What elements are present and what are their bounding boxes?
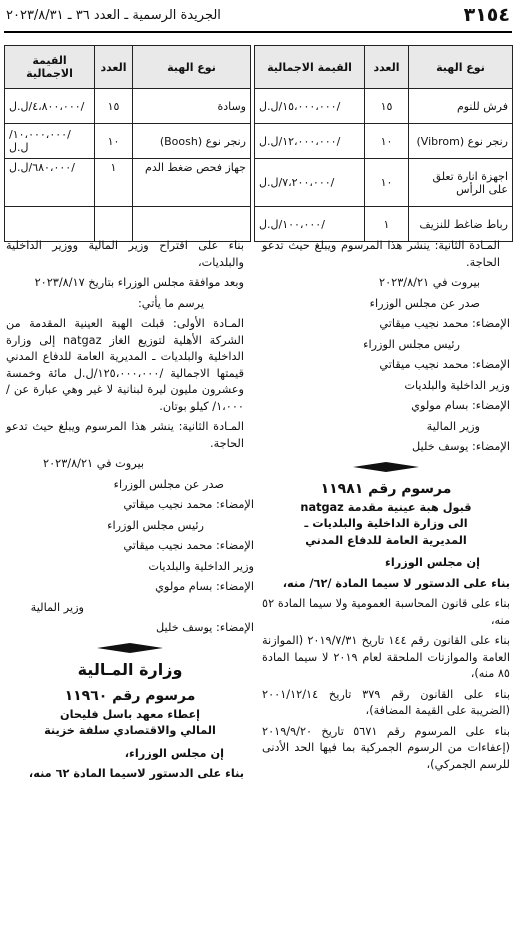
signature: الإمضاء: بسام مولوي bbox=[155, 580, 254, 593]
official-title: رئيس مجلس الوزراء bbox=[107, 518, 204, 532]
section-divider bbox=[353, 462, 419, 472]
gift-type: اجهزة انارة تعلق على الرأس bbox=[409, 159, 513, 207]
gift-type: جهاز فحص ضغط الدم bbox=[133, 159, 251, 207]
table-row bbox=[5, 124, 513, 159]
signature: الإمضاء: محمد نجيب ميقاتي bbox=[123, 498, 254, 511]
decree-subtitle: المالي والاقتصادي سلفة خزينة bbox=[44, 724, 216, 737]
gift-count: ١٠ bbox=[95, 124, 133, 159]
gift-count bbox=[95, 207, 133, 242]
official-title: وزير المالية bbox=[30, 600, 84, 614]
signature: الإمضاء: محمد نجيب ميقاتي bbox=[379, 317, 510, 330]
gift-value bbox=[5, 207, 95, 242]
table-row bbox=[5, 89, 513, 124]
signature: الإمضاء: محمد نجيب ميقاتي bbox=[379, 358, 510, 371]
gift-type bbox=[133, 207, 251, 242]
basis-clause: بناء على اقتراح وزير المالية ووزير الداخلية والبلديات، bbox=[6, 239, 244, 269]
gift-value: /١٠٠،٠٠٠/ل.ل bbox=[255, 207, 365, 242]
gift-type: رنجر نوع (Vibrom) bbox=[409, 124, 513, 159]
signature: الإمضاء: يوسف خليل bbox=[412, 440, 510, 453]
official-title: وزير الداخلية والبلديات bbox=[148, 559, 254, 573]
header-rule bbox=[4, 31, 512, 33]
header-count: العدد bbox=[95, 46, 133, 89]
page-number: ٣١٥٤ bbox=[463, 4, 510, 26]
article-one: المـادة الأولى: قبلت الهبة العينية المقدمة من الشركة الأهلية لتوزيع الغاز natgaz إلى وزارة الداخلية والبلديات ـ المديرية العامة للدفاع المدني قيمتها الاجمالية /١٢٥،٠٠٠،٠٠٠/ل.ل مائة وخمسة وعشرون مليون ليرة لبنانية لا غير وهي عبارة عن /١،٠٠٠/ كيلو بوتان. bbox=[6, 317, 244, 413]
header-count: العدد bbox=[365, 46, 409, 89]
decrees-line: يرسم ما يأتي: bbox=[138, 296, 204, 310]
gift-count: ١٥ bbox=[365, 89, 409, 124]
gazette-title: الجريدة الرسمية ـ العدد ٣٦ ـ ٢٠٢٣/٨/٣١ bbox=[6, 8, 221, 23]
right-column bbox=[262, 238, 510, 777]
approval-line: وبعد موافقة مجلس الوزراء بتاريخ ٢٠٢٣/٨/١٧ bbox=[34, 276, 244, 289]
issued-by: صدر عن مجلس الوزراء bbox=[369, 296, 480, 310]
left-column bbox=[6, 238, 254, 787]
date-line: بيروت في ٢٠٢٣/٨/٢١ bbox=[379, 276, 480, 289]
signature: الإمضاء: بسام مولوي bbox=[411, 399, 510, 412]
issued-by: صدر عن مجلس الوزراء bbox=[113, 477, 224, 491]
table-gap bbox=[251, 159, 255, 207]
basis-clause: بناء على القانون رقم ١٤٤ تاريخ ٢٠١٩/٧/٣١ (الموازنة العامة والموازنات الملحقة لعام ٢٠١٩ لا سيما المادة ٨٥ منه)، bbox=[262, 634, 510, 680]
basis-clause: بناء على قانون المحاسبة العمومية ولا سيما المادة ٥٢ منه، bbox=[262, 597, 510, 627]
gift-value: /٤،٨٠٠،٠٠٠/ل.ل bbox=[5, 89, 95, 124]
gift-count: ١٥ bbox=[95, 89, 133, 124]
gift-type: وسادة bbox=[133, 89, 251, 124]
header-value: القيمة الاجمالية bbox=[255, 46, 365, 89]
article-two: المـادة الثانية: ينشر هذا المرسوم ويبلغ حيث تدعو الحاجة. bbox=[262, 239, 500, 269]
section-divider bbox=[97, 643, 163, 653]
basis-clause: بناء على الدستور لا سيما المادة /٦٢/ منه، bbox=[282, 576, 510, 590]
gift-count: ١ bbox=[95, 159, 133, 207]
official-title: وزير الداخلية والبلديات bbox=[404, 378, 510, 392]
header-value: القيمة الاجمالية bbox=[5, 46, 95, 89]
decree-subtitle: المديرية العامة للدفاع المدني bbox=[305, 533, 467, 547]
gift-value: /١٢،٠٠٠،٠٠٠/ل.ل bbox=[255, 124, 365, 159]
gift-type: فرش للنوم bbox=[409, 89, 513, 124]
date-line: بيروت في ٢٠٢٣/٨/٢١ bbox=[43, 457, 144, 470]
basis-clause: بناء على المرسوم رقم ٥٦٧١ تاريخ ٢٠١٩/٩/٢٠ (إعفاءات من الرسوم الجمركية بما فيها الحد الأدنى للرسم الجمركي)، bbox=[262, 724, 510, 771]
signature: الإمضاء: محمد نجيب ميقاتي bbox=[123, 539, 254, 552]
table-gap bbox=[251, 207, 255, 242]
council-heading: إن مجلس الوزراء، bbox=[124, 746, 224, 760]
table-gap bbox=[251, 89, 255, 124]
decree-subtitle: قبول هبة عينية مقدمة natgaz bbox=[300, 500, 472, 514]
gift-type: رباط ضاغط للنزيف bbox=[409, 207, 513, 242]
gift-count: ١٠ bbox=[365, 159, 409, 207]
gift-count: ١ bbox=[365, 207, 409, 242]
decree-title: مرسوم رقم ١١٩٨١ bbox=[320, 480, 452, 497]
gift-value: /٧،٢٠٠،٠٠٠/ل.ل bbox=[255, 159, 365, 207]
article-two: المـادة الثانية: ينشر هذا المرسوم ويبلغ حيث تدعو الحاجة. bbox=[6, 420, 244, 450]
decree-subtitle: الى وزارة الداخلية والبلديات ـ bbox=[304, 517, 468, 530]
gift-value: /٦٨٠،٠٠٠/ل.ل bbox=[5, 159, 95, 207]
page-header bbox=[6, 4, 510, 30]
gift-value: /١٠،٠٠٠،٠٠٠/ل.ل bbox=[5, 124, 95, 159]
table-gap bbox=[251, 46, 255, 89]
ministry-heading: وزارة المـالية bbox=[77, 659, 183, 679]
gifts-table bbox=[4, 45, 513, 242]
basis-clause: بناء على القانون رقم ٣٧٩ تاريخ ٢٠٠١/١٢/١٤ (الضريبة على القيمة المضافة)، bbox=[262, 687, 510, 717]
gift-type: رنجر نوع (Boosh) bbox=[133, 124, 251, 159]
decree-subtitle: إعطاء معهد باسل فليحان bbox=[59, 707, 201, 721]
header-type: نوع الهبة bbox=[409, 46, 513, 89]
signature: الإمضاء: يوسف خليل bbox=[156, 621, 254, 634]
council-heading: إن مجلس الوزراء bbox=[385, 556, 480, 569]
table-row bbox=[5, 159, 513, 207]
header-type: نوع الهبة bbox=[133, 46, 251, 89]
table-header-row bbox=[5, 46, 513, 89]
gift-count: ١٠ bbox=[365, 124, 409, 159]
table-row bbox=[5, 207, 513, 242]
official-title: وزير المالية bbox=[426, 419, 480, 433]
table-gap bbox=[251, 124, 255, 159]
basis-clause: بناء على الدستور لاسيما المادة ٦٢ منه، bbox=[28, 767, 244, 780]
official-title: رئيس مجلس الوزراء bbox=[363, 337, 460, 351]
decree-title: مرسوم رقم ١١٩٦٠ bbox=[64, 687, 196, 704]
gift-value: /١٥،٠٠٠،٠٠٠/ل.ل bbox=[255, 89, 365, 124]
